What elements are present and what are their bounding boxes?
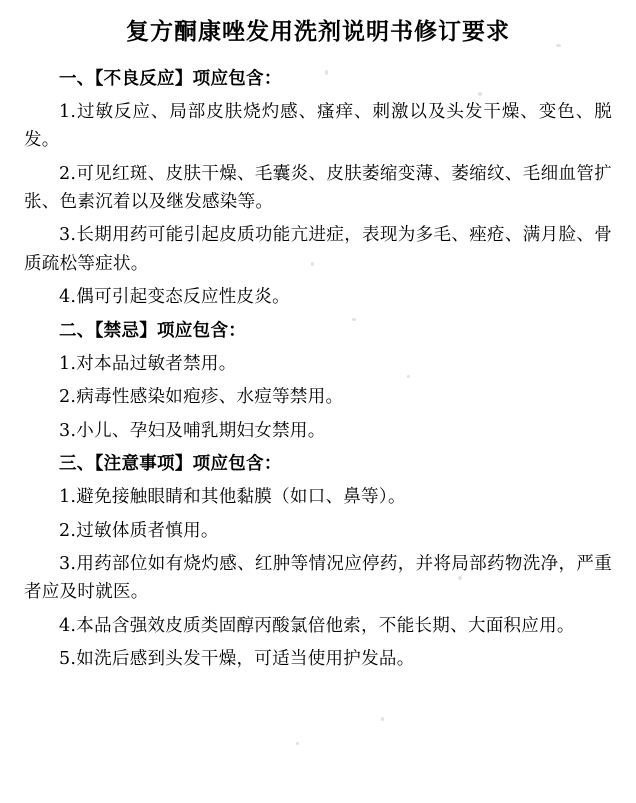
- list-item: 3.用药部位如有烧灼感、红肿等情况应停药，并将局部药物洗净，严重者应及时就医。: [24, 553, 612, 603]
- list-item: 4.本品含强效皮质类固醇丙酸氯倍他索，不能长期、大面积应用。: [59, 615, 575, 636]
- scan-speck: [325, 70, 328, 75]
- list-item: 2.可见红斑、皮肤干燥、毛囊炎、皮肤萎缩变薄、萎缩纹、毛细血管扩张、色素沉着以及继发感染等。: [24, 163, 612, 213]
- section-heading-2: 二、【禁忌】项应包含：: [59, 320, 247, 341]
- list-item: 2.病毒性感染如疱疹、水痘等禁用。: [59, 387, 344, 408]
- list-item: 1.避免接触眼睛和其他黏膜（如口、鼻等）。: [59, 487, 406, 508]
- scan-speck: [458, 576, 462, 580]
- list-item: 3.小儿、孕妇及哺乳期妇女禁用。: [59, 420, 326, 441]
- list-item: 5.如洗后感到头发干燥，可适当使用护发品。: [59, 648, 415, 669]
- list-item: 1.对本品过敏者禁用。: [59, 353, 237, 374]
- scan-speck: [381, 717, 384, 721]
- scan-speck: [352, 318, 356, 321]
- scan-speck: [478, 92, 482, 96]
- page-title: 复方酮康唑发用洗剂说明书修订要求: [126, 19, 510, 45]
- scan-speck: [311, 262, 314, 266]
- list-item: 4.偶可引起变态反应性皮炎。: [59, 287, 290, 308]
- list-item: 1.过敏反应、局部皮肤烧灼感、瘙痒、刺激以及头发干燥、变色、脱发。: [24, 102, 612, 151]
- scan-speck: [296, 742, 299, 745]
- section-heading-1: 一、【不良反应】项应包含：: [59, 68, 282, 89]
- list-item: 3.长期用药可能引起皮质功能亢进症，表现为多毛、痤疮、满月脸、骨质疏松等症状。: [24, 225, 612, 274]
- section-heading-3: 三、【注意事项】项应包含：: [59, 453, 282, 474]
- list-item: 2.过敏体质者慎用。: [59, 520, 219, 541]
- scan-speck: [556, 44, 561, 47]
- scan-speck: [407, 375, 410, 378]
